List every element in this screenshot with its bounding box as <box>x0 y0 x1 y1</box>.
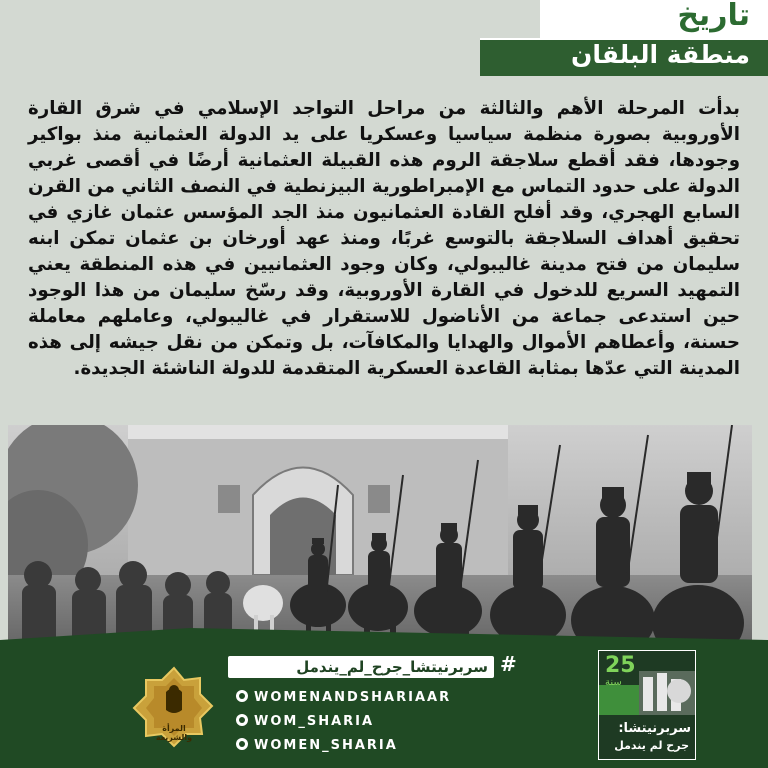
poster-line2: جرح لم يندمل <box>614 739 689 752</box>
poster-unit: سنة <box>605 677 622 688</box>
facebook-icon <box>236 690 248 702</box>
srebrenica-poster <box>598 650 696 760</box>
hashtag-label[interactable]: سربرنيتشا_جرح_لم_يندمل <box>228 656 494 678</box>
article-body: بدأت المرحلة الأهم والثالثة من مراحل التواجد الإسلامي في شرق القارة الأوروبية بصورة منظمة سياسيا وعسكريا على يد الدولة العثمانية منذ بواكير وجودها، فقد أقطع سلاجقة الروم هذه القبيلة العثمانية أرضًا في أقصى غربي الدولة على حدود التماس مع الإمبراطورية البيزنطية في النصف الثاني من القرن السابع الهجري، وقد أفلح القادة العثمانيون منذ الجد المؤسس عثمان غازي في تحقيق أهداف السلاجقة بالتوسع غربًا، ومنذ عهد أورخان بن عثمان تمكن ابنه سليمان من فتح مدينة غاليبولي، وكان وجود العثمانيين في هذه المنطقة يعني التمهيد السريع للدخول في القارة الأوروبية، وقد رسّخ سليمان من هذا الوجود حين استدعى جماعة من الأناضول للاستقرار في غاليبولي، وعاملهم معاملة حسنة، وأعطاهم الأموال والهدايا والمكافآت، بل وتمكن من نقل جيشه إلى هذه المدينة التي عدّها بمثابة القاعدة العسكرية المتقدمة للدولة الناشئة الجديدة. <box>28 98 740 379</box>
twitter-handle: WOM_SHARIA <box>254 714 375 729</box>
poster-line1: سربرنيتشا: <box>618 721 691 736</box>
title-block <box>480 0 768 76</box>
category-label-box <box>540 0 768 38</box>
facebook-handle: WOMENANDSHARIAAR <box>254 690 452 705</box>
instagram-handle: WOMEN_SHARIA <box>254 738 398 753</box>
social-facebook[interactable] <box>236 690 451 705</box>
twitter-icon <box>236 714 248 726</box>
logo-text: المرأة والشريعة <box>155 724 193 742</box>
instagram-icon <box>236 738 248 750</box>
social-instagram[interactable] <box>236 738 398 753</box>
category-label: تاريخ <box>677 0 750 33</box>
hashtag-symbol: # <box>500 652 517 676</box>
subtitle-box <box>480 38 768 76</box>
subtitle: منطقة البلقان <box>571 40 750 69</box>
social-twitter[interactable] <box>236 714 374 729</box>
poster-number: 25 <box>605 653 636 678</box>
